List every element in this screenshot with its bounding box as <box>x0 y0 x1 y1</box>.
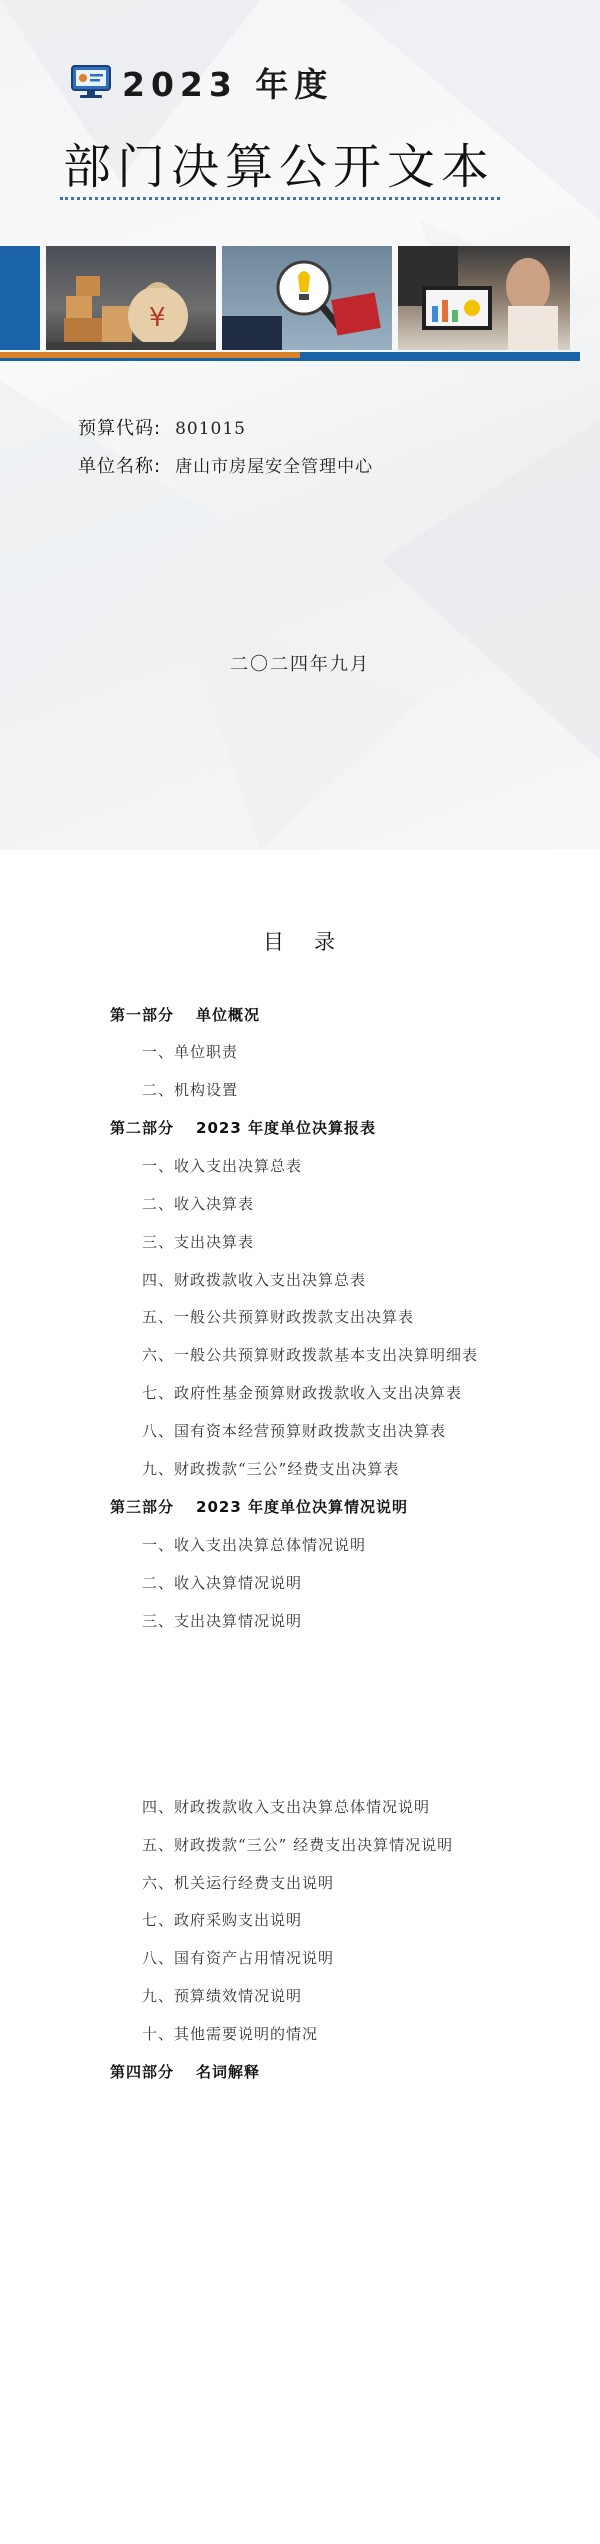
toc-part-title: 单位概况 <box>196 1006 261 1024</box>
toc-entry: 五、一般公共预算财政拨款支出决算表 <box>142 1308 415 1326</box>
accent-block <box>0 246 40 350</box>
toc-part-heading <box>110 1496 408 1517</box>
toc-part-heading <box>110 2061 260 2082</box>
blue-underline <box>0 358 580 361</box>
money-bag-photo <box>46 246 216 350</box>
unit-name-value: 唐山市房屋安全管理中心 <box>175 457 374 477</box>
toc-entry: 七、政府性基金预算财政拨款收入支出决算表 <box>142 1384 463 1402</box>
toc-entry: 四、财政拨款收入支出决算总体情况说明 <box>142 1798 431 1816</box>
toc-part-number: 第四部分 <box>110 2063 175 2081</box>
year-heading <box>70 62 333 102</box>
toc-entry: 九、预算绩效情况说明 <box>142 1987 303 2005</box>
toc-entry: 一、收入支出决算总体情况说明 <box>142 1536 367 1554</box>
toc-entry: 八、国有资本经营预算财政拨款支出决算表 <box>142 1422 447 1440</box>
cover-page <box>0 0 600 850</box>
toc-part-heading <box>110 1004 260 1025</box>
toc-entry: 六、一般公共预算财政拨款基本支出决算明细表 <box>142 1346 479 1364</box>
toc-entry: 三、支出决算情况说明 <box>142 1612 303 1630</box>
toc-part-title: 名词解释 <box>196 2063 261 2081</box>
toc-entry: 七、政府采购支出说明 <box>142 1911 303 1929</box>
toc-entry: 八、国有资产占用情况说明 <box>142 1949 335 1967</box>
svg-text:¥: ¥ <box>149 303 166 333</box>
toc-part-number: 第三部分 <box>110 1498 175 1516</box>
laptop-chart-photo <box>398 246 570 350</box>
toc-part-number: 第二部分 <box>110 1119 175 1137</box>
budget-code-row <box>78 414 246 440</box>
megaphone-folder-photo <box>222 246 392 350</box>
toc-title <box>0 926 600 956</box>
toc-entry: 一、单位职责 <box>142 1043 239 1061</box>
toc-entry: 九、财政拨款“三公”经费支出决算表 <box>142 1460 400 1478</box>
year-title: 2023 年度 <box>122 64 334 104</box>
title-dotted-divider <box>60 197 500 200</box>
toc-entry: 二、收入决算情况说明 <box>142 1574 303 1592</box>
toc-entry: 十、其他需要说明的情况 <box>142 2025 319 2043</box>
page-title: 部门决算公开文本 <box>63 139 496 195</box>
cover-date: 二〇二四年九月 <box>230 654 370 675</box>
toc-part-number: 第一部分 <box>110 1006 175 1024</box>
unit-name-label: 单位名称: <box>78 456 162 477</box>
budget-code-label: 预算代码: <box>78 418 162 439</box>
toc-entry: 二、收入决算表 <box>142 1195 255 1213</box>
toc-entry: 六、机关运行经费支出说明 <box>142 1874 335 1892</box>
toc-entry: 五、财政拨款“三公” 经费支出决算情况说明 <box>142 1836 454 1854</box>
toc-entry: 一、收入支出决算总表 <box>142 1157 303 1175</box>
toc-part-title: 2023 年度单位决算情况说明 <box>196 1498 408 1516</box>
monitor-icon <box>70 63 112 101</box>
unit-name-row <box>78 452 373 478</box>
toc-part-heading <box>110 1117 376 1138</box>
toc-entry: 三、支出决算表 <box>142 1233 255 1251</box>
toc-part-title: 2023 年度单位决算报表 <box>196 1119 376 1137</box>
toc-entry: 四、财政拨款收入支出决算总表 <box>142 1271 367 1289</box>
toc-title-right: 录 <box>314 930 337 954</box>
budget-code-value: 801015 <box>175 419 246 439</box>
toc-entry: 二、机构设置 <box>142 1081 239 1099</box>
toc-title-left: 目 <box>263 930 286 954</box>
